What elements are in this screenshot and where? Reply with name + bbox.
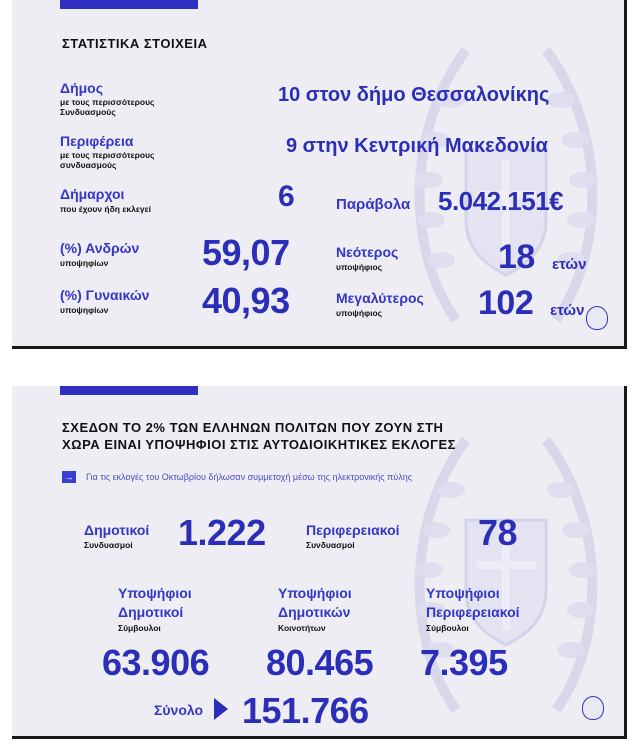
oldest-value: 102: [478, 284, 534, 322]
col2-value: 80.465: [266, 642, 374, 683]
women-label: (%) Γυναικών: [60, 287, 150, 303]
municipal-label: Δημοτικοί: [84, 522, 150, 538]
col2-line-2: Δημοτικών: [278, 604, 351, 620]
candidates-panel: [12, 386, 627, 739]
headline-line-2: ΧΩΡΑ ΕΙΝΑΙ ΥΠΟΨΗΦΙΟΙ ΣΤΙΣ ΑΥΤΟΔΙΟΙΚΗΤΙΚΕΣ ΕΚΛΟΓΕΣ: [62, 437, 456, 452]
municipality-sub-1: με τους περισσότερους: [60, 97, 155, 107]
women-sub: υποψηφίων: [60, 305, 109, 315]
municipal-sub: Συνδυασμοί: [84, 540, 133, 550]
col1-value: 63.906: [102, 642, 210, 683]
municipality-sub-2: Συνδυασμούς: [60, 107, 116, 117]
accent-bar: [60, 386, 198, 395]
municipality-label: Δήμος: [60, 80, 104, 96]
men-value: 59,07: [202, 232, 290, 273]
youngest-unit: ετών: [552, 256, 587, 273]
right-arrow-icon: →: [62, 471, 76, 483]
men-label: (%) Ανδρών: [60, 240, 140, 256]
col1-line-1: Υποψήφιοι: [118, 585, 192, 601]
regional-label: Περιφερειακοί: [306, 522, 400, 538]
mayors-label: Δήμαρχοι: [60, 186, 125, 202]
men-sub: υποψηφίων: [60, 258, 109, 268]
region-value: 9 στην Κεντρική Μακεδονία: [286, 135, 548, 157]
col2-sub: Κοινοτήτων: [278, 623, 326, 633]
accent-bar: [60, 0, 198, 9]
play-triangle-icon: [214, 698, 228, 720]
deposit-value: 5.042.151€: [438, 186, 564, 216]
region-sub-1: με τους περισσότερους: [60, 150, 155, 160]
oldest-label: Μεγαλύτερος: [336, 290, 424, 306]
page-title: ΣΤΑΤΙΣΤΙΚΑ ΣΤΟΙΧΕΙΑ: [62, 36, 208, 51]
total-value: 151.766: [242, 690, 369, 731]
greek-emblem-seal-icon: [582, 696, 604, 720]
youngest-label: Νεότερος: [336, 244, 399, 260]
greek-emblem-seal-icon: [586, 306, 608, 330]
mayors-sub: που έχουν ήδη εκλεγεί: [60, 204, 151, 214]
col1-sub: Σύμβουλοι: [118, 623, 161, 633]
oldest-unit: ετών: [550, 302, 585, 319]
region-sub-2: συνδυασμούς: [60, 160, 117, 170]
youngest-value: 18: [498, 238, 535, 276]
regional-sub: Συνδυασμοί: [306, 540, 355, 550]
municipal-value: 1.222: [178, 512, 266, 553]
deposit-label: Παράβολα: [336, 196, 411, 213]
col3-line-1: Υποψήφιοι: [426, 585, 500, 601]
col3-sub: Σύμβουλοι: [426, 623, 469, 633]
headline-line-1: ΣΧΕΔΟΝ ΤΟ 2% ΤΩΝ ΕΛΛΗΝΩΝ ΠΟΛΙΤΩΝ ΠΟΥ ΖΟΥΝ ΣΤΗ: [62, 420, 444, 435]
statistics-panel: [12, 0, 627, 349]
regional-value: 78: [478, 512, 518, 553]
region-label: Περιφέρεια: [60, 133, 134, 149]
municipality-value: 10 στον δήμο Θεσσαλονίκης: [278, 84, 550, 106]
women-value: 40,93: [202, 280, 290, 321]
col2-line-1: Υποψήφιοι: [278, 585, 352, 601]
mayors-value: 6: [278, 180, 295, 213]
oldest-sub: υποψήφιος: [336, 308, 383, 318]
col1-line-2: Δημοτικοί: [118, 604, 184, 620]
col3-line-2: Περιφερειακοί: [426, 604, 520, 620]
total-label: Σύνολο: [154, 702, 204, 718]
col3-value: 7.395: [420, 642, 508, 683]
youngest-sub: υποψήφιος: [336, 262, 383, 272]
portal-note: Για τις εκλογές του Οκτωβρίου δήλωσαν συμμετοχή μέσω της ηλεκτρονικής πύλης: [86, 472, 413, 482]
